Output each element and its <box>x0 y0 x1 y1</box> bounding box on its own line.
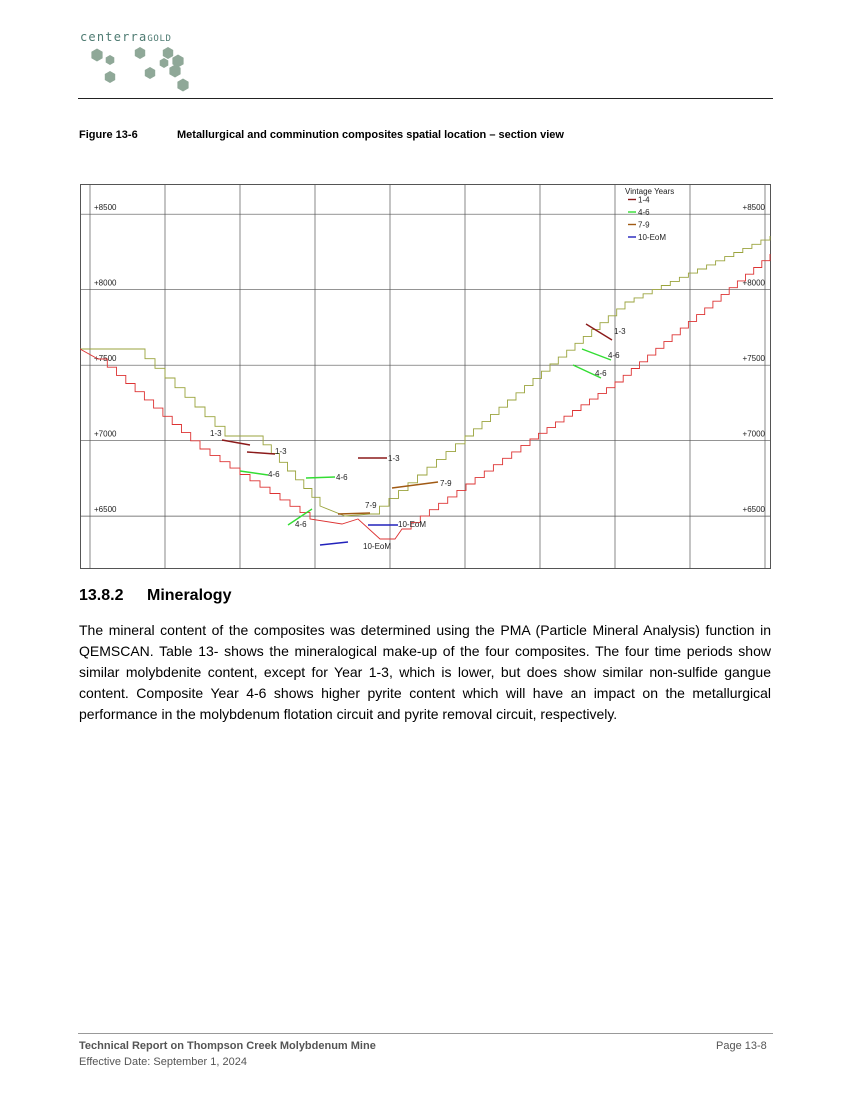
footer-divider <box>78 1033 773 1034</box>
figure-title: Metallurgical and comminution composites spatial location – section view <box>177 129 564 141</box>
composite-interval-line <box>306 477 335 478</box>
logo-hexagon-icon <box>163 47 173 59</box>
y-tick-label-right: +7500 <box>742 354 765 364</box>
y-tick-label-right: +7000 <box>742 429 765 439</box>
logo-hexagon-icon <box>145 67 155 79</box>
legend-entry-label: 10-EoM <box>638 233 667 242</box>
composite-label: 4-6 <box>595 369 607 378</box>
composite-label: 4-6 <box>268 470 280 479</box>
logo-hexagons-icon <box>80 45 200 95</box>
header-divider <box>78 98 773 99</box>
legend-entry-label: 1-4 <box>638 195 650 205</box>
composite-label: 1-3 <box>275 447 287 456</box>
composite-interval-line <box>338 513 370 514</box>
footer-report-title: Technical Report on Thompson Creek Molybdenum Mine <box>79 1040 376 1052</box>
composite-label: 4-6 <box>608 351 620 360</box>
logo-hexagon-icon <box>160 58 169 68</box>
y-tick-label-right: +8000 <box>742 278 765 288</box>
body-paragraph: The mineral content of the composites was determined using the PMA (Particle Mineral Analysis) function in QEMSCAN. Table 13- shows the mineralogical make-up of the four composites. The four time periods show similar molybdenite content, except for Year 1-3, which is lower, but does show similar non-sulfide gangue content. Composite Year 4-6 shows higher pyrite content which will have an impact on the metallurgical performance in the molybdenum flotation circuit and pyrite removal circuit, respectively. <box>79 622 771 722</box>
figure-caption <box>79 129 564 141</box>
y-tick-label-right: +8500 <box>742 203 765 213</box>
logo-wordmark-gold: GOLD <box>147 34 172 44</box>
footer-page-number: Page 13-8 <box>716 1040 767 1052</box>
logo-hexagon-icon <box>135 47 145 59</box>
composite-label: 1-3 <box>388 454 400 463</box>
y-tick-label-left: +8500 <box>94 203 117 213</box>
legend-entry-label: 7-9 <box>638 220 650 230</box>
composite-label: 1-3 <box>210 429 222 438</box>
section-number: 13.8.2 <box>79 587 124 604</box>
composite-label: 1-3 <box>614 327 626 336</box>
composite-label: 10-EoM <box>398 520 427 529</box>
logo-hexagon-icon <box>106 55 115 65</box>
y-tick-label-right: +6500 <box>742 505 765 515</box>
y-tick-label-left: +8000 <box>94 278 117 288</box>
logo-wordmark <box>80 30 171 44</box>
logo-hexagon-icon <box>91 49 102 62</box>
y-tick-label-left: +6500 <box>94 505 117 515</box>
legend-title: Vintage Years <box>625 187 675 196</box>
legend-entry-label: 4-6 <box>638 208 650 217</box>
composite-label: 7-9 <box>365 501 377 510</box>
footer-effective-date: Effective Date: September 1, 2024 <box>79 1056 247 1068</box>
logo-hexagon-icon <box>177 79 188 92</box>
chart-border <box>81 185 771 569</box>
logo-hexagon-icon <box>105 71 115 83</box>
section-title: Mineralogy <box>147 587 232 604</box>
composite-label: 10-EoM <box>363 542 392 551</box>
section-heading <box>79 587 231 605</box>
composite-label: 4-6 <box>295 520 307 529</box>
logo-wordmark-main: centerra <box>80 30 148 44</box>
composite-label: 4-6 <box>336 473 348 482</box>
y-tick-label-left: +7000 <box>94 429 117 439</box>
figure-number: Figure 13-6 <box>79 129 138 141</box>
composite-label: 7-9 <box>440 479 452 488</box>
section-view-chart <box>80 184 771 569</box>
y-tick-label-left: +7500 <box>94 354 117 364</box>
